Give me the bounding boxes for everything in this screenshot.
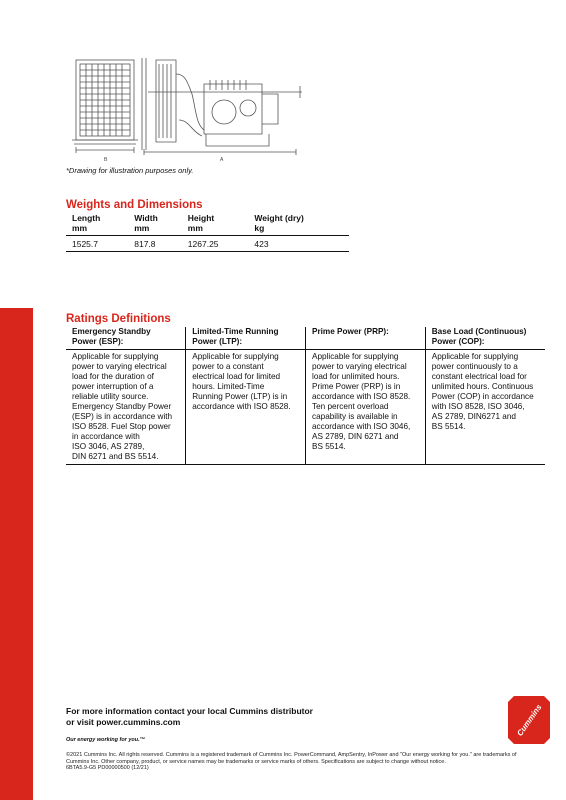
cell-ltp: Applicable for supplying power to a constant electrical load for limited hours. Limited-Time Running Power (LTP) is in accordance with ISO 8528. (186, 350, 306, 465)
engine-drawing (64, 50, 364, 170)
cell-cop: Applicable for supplying power continuously to a constant electrical load for unlimited hours. Continuous Power (COP) in accordance with ISO 8528, ISO 3046, AS 2789, DIN6271 and BS 5514. (425, 350, 545, 465)
red-side-bar (0, 308, 33, 800)
header-prp: Prime Power (PRP): (306, 327, 426, 350)
table-row (66, 236, 349, 252)
dim-b-label: B (104, 157, 108, 163)
table-header-row (66, 213, 349, 236)
value-width: 817.8 (128, 236, 182, 252)
value-length: 1525.7 (66, 236, 128, 252)
ratings-title: Ratings Definitions (66, 313, 171, 325)
header-ltp: Limited-Time Running Power (LTP): (186, 327, 306, 350)
cell-prp: Applicable for supplying power to varying electrical load for unlimited hours. Prime Power (PRP) is in accordance with ISO 8528. Ten percent overload capability is available in accordance with ISO 3046, AS 2789, DIN 6271 and BS 5514. (306, 350, 426, 465)
svg-text:Cummins: Cummins (515, 702, 544, 738)
header-cop: Base Load (Continuous) Power (COP): (425, 327, 545, 350)
cummins-logo-icon (508, 696, 550, 744)
website-link[interactable]: or visit power.cummins.com (66, 717, 181, 727)
header-weight: Weight (dry) kg (254, 213, 304, 233)
header-length: Length mm (72, 213, 101, 233)
value-height: 1267.25 (182, 236, 249, 252)
legal-text: ©2021 Cummins Inc. All rights reserved. Cummins is a registered trademark of Cummins Inc. PowerCommand, AmpSentry, InPower and "Our energy working for you." are trademarks of Cummins Inc. Other company, product, or service names may be trademarks or service marks of others. Specifications are subject to change without notice. 6BTA5.9-G5 PD00000500 (12/21) (66, 752, 517, 771)
contact-line: For more information contact your local Cummins distributor (66, 706, 313, 716)
table-header-row (66, 327, 545, 350)
contact-info (66, 706, 313, 728)
header-esp: Emergency Standby Power (ESP): (66, 327, 186, 350)
weights-title: Weights and Dimensions (66, 199, 203, 211)
weights-table (66, 213, 349, 252)
cell-esp: Applicable for supplying power to varying electrical load for the duration of power interruption of a reliable utility source. Emergency Standby Power (ESP) is in accordance with ISO 8528. Fuel Stop power in accordance with ISO 3046, AS 2789, DIN 6271 and BS 5514. (66, 350, 186, 465)
ratings-table (66, 327, 545, 465)
dim-a-label: A (220, 157, 224, 163)
header-width: Width mm (134, 213, 158, 233)
drawing-caption: *Drawing for illustration purposes only. (66, 166, 194, 175)
value-weight: 423 (248, 236, 349, 252)
header-height: Height mm (187, 213, 215, 233)
slogan: Our energy working for you.™ (66, 737, 146, 743)
table-row (66, 350, 545, 465)
